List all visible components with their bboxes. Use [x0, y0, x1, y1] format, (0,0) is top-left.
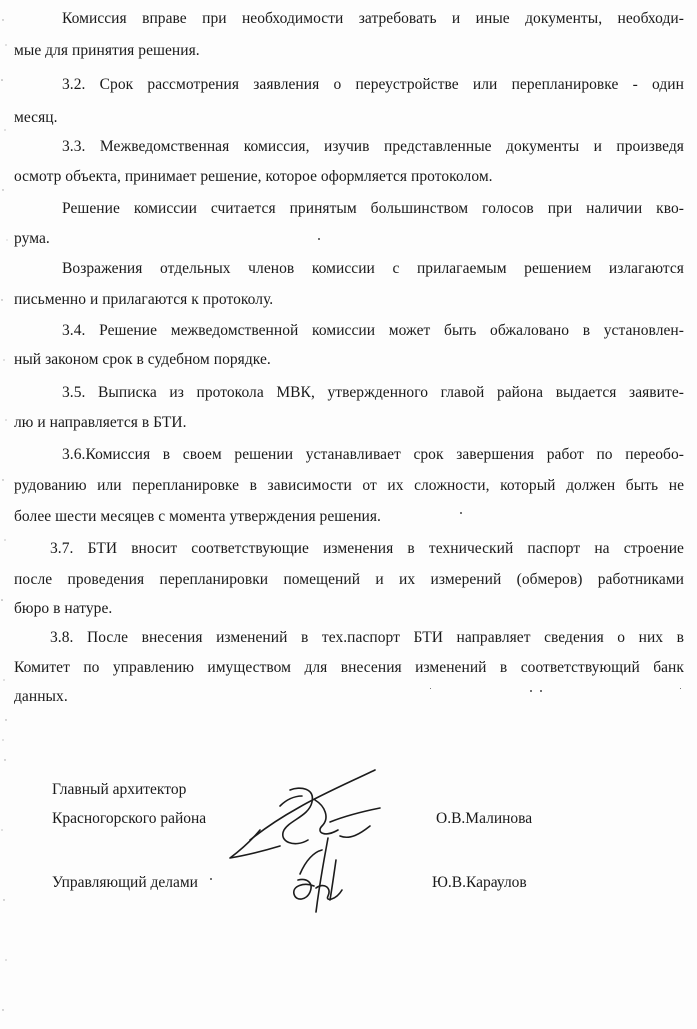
scan-speck [430, 688, 431, 689]
scan-speck [210, 878, 212, 880]
text-line-21: 3.8. После внесения изменений в тех.паспорт БТИ направляет сведения о них в [50, 629, 684, 646]
text-line-1: Комиссия вправе при необходимости затребовать и иные документы, необходи- [62, 10, 684, 27]
scan-speck [460, 512, 462, 514]
text-line-7: Решение комиссии считается принятым большинством голосов при наличии кво- [62, 200, 684, 217]
text-line-9: Возражения отдельных членов комиссии с прилагаемым решением излагаются [62, 260, 684, 277]
scan-speck [680, 688, 681, 689]
manager-name: Ю.В.Караулов [432, 874, 527, 891]
text-line-18: 3.7. БТИ вносит соответствующие изменения в технический паспорт на строение [50, 540, 684, 557]
text-line-14: лю и направляется в БТИ. [14, 414, 187, 431]
text-line-2: мые для принятия решения. [14, 42, 200, 59]
text-line-23: данных. [14, 688, 68, 705]
scan-speck [318, 238, 320, 240]
text-line-17: более шести месяцев с момента утверждения решения. [14, 508, 381, 525]
text-line-12: ный законом срок в судебном порядке. [14, 351, 271, 368]
text-line-10: письменно и прилагаются к протоколу. [14, 291, 274, 308]
scan-speck [540, 690, 542, 692]
text-line-8: рума. [14, 230, 50, 247]
text-line-5: 3.3. Межведомственная комиссия, изучив представленные документы и произведя [62, 138, 684, 155]
scan-speck [530, 690, 532, 692]
text-line-16: рудованию или перепланировке в зависимости от их сложности, который должен быть не [14, 477, 684, 494]
text-line-20: бюро в натуре. [14, 600, 113, 617]
architect-title-line1: Главный архитектор [52, 781, 187, 798]
text-line-6: осмотр объекта, принимает решение, которое оформляется протоколом. [14, 168, 493, 185]
text-line-11: 3.4. Решение межведомственной комиссии может быть обжаловано в установлен- [62, 322, 684, 339]
text-line-13: 3.5. Выписка из протокола МВК, утвержденного главой района выдается заявите- [62, 384, 684, 401]
text-line-19: после проведения перепланировки помещений и их измерений (обмеров) работниками [14, 571, 684, 588]
text-line-22: Комитет по управлению имуществом для внесения изменений в соответствующий банк [14, 659, 684, 676]
manager-title: Управляющий делами [52, 874, 198, 891]
manager-signature-drawing [280, 830, 360, 920]
architect-title-line2: Красногорского района [52, 810, 207, 827]
scan-edge-noise [0, 0, 12, 1029]
text-line-15: 3.6.Комиссия в своем решении устанавливает срок завершения работ по переобо- [62, 446, 684, 463]
text-line-4: месяц. [14, 109, 58, 126]
text-line-3: 3.2. Срок рассмотрения заявления о переустройстве или перепланировке - один [62, 76, 684, 93]
architect-name: О.В.Малинова [436, 810, 533, 827]
